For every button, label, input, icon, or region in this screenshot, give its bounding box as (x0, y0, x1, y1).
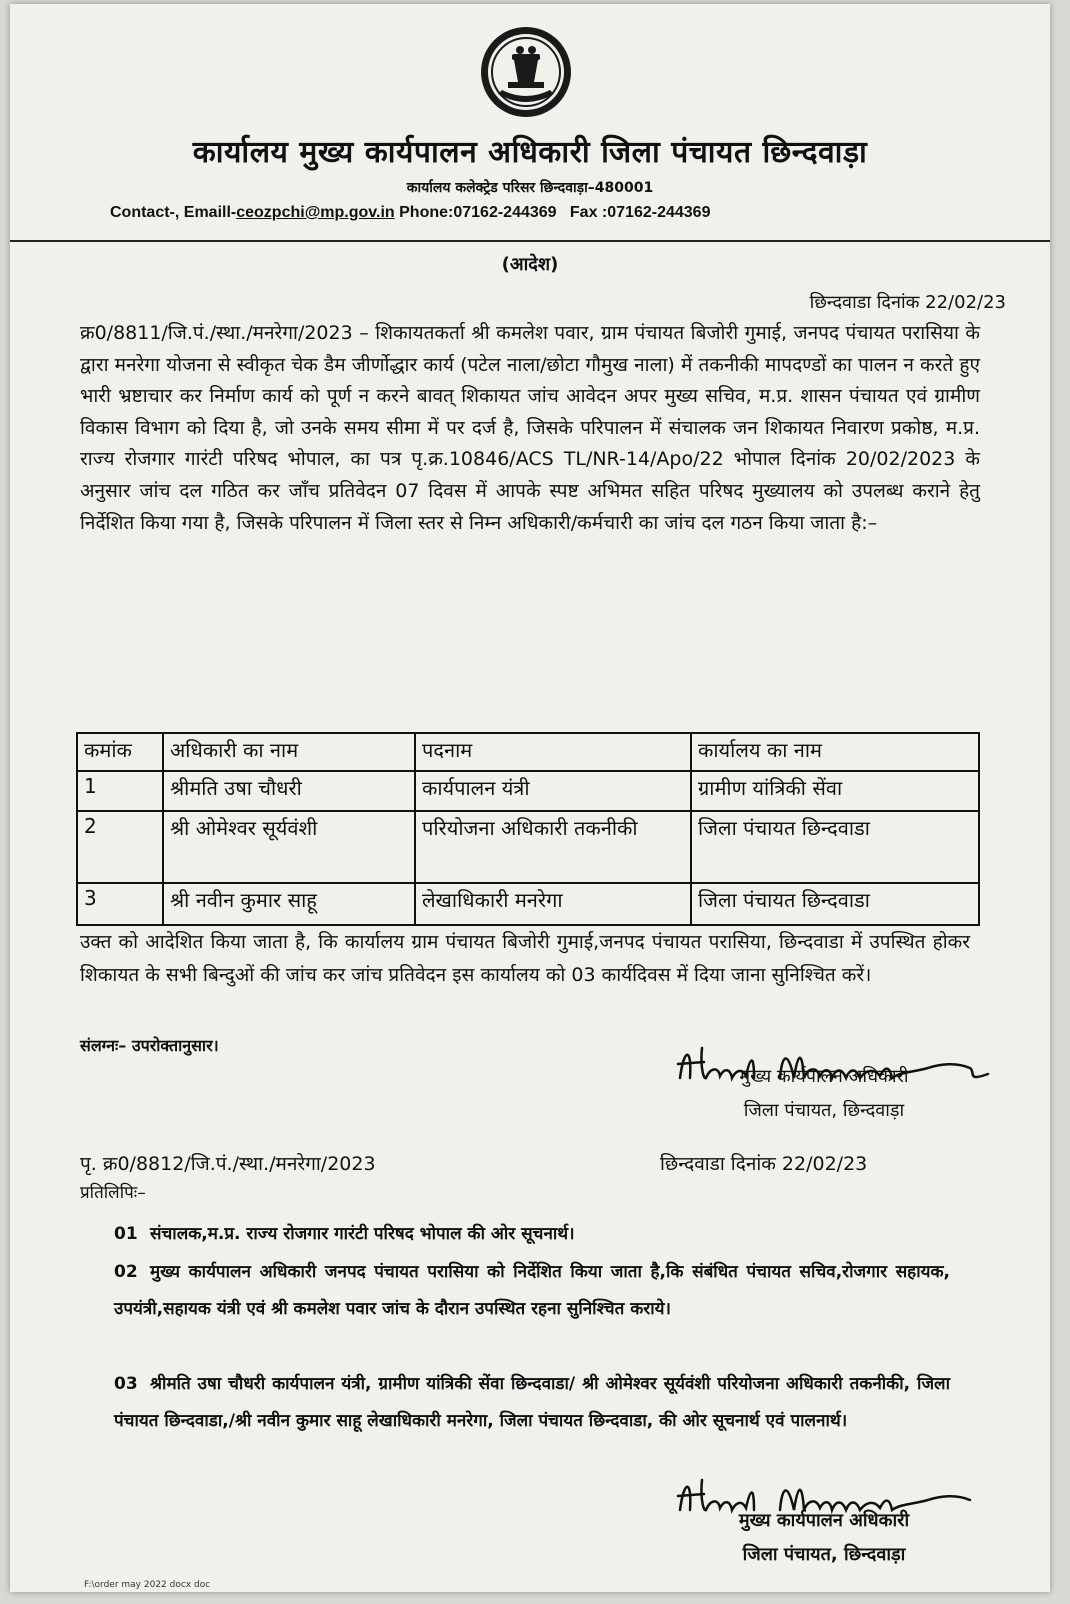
table-cell: लेखाधिकारी मनरेगा (415, 883, 691, 925)
copy-date: छिन्दवाडा दिनांक 22/02/23 (660, 1153, 868, 1175)
table-cell: श्री ओमेश्वर सूर्यवंशी (163, 811, 415, 883)
table-cell: परियोजना अधिकारी तकनीकी (415, 811, 691, 883)
table-cell: ग्रामीण यांत्रिकी सेंवा (691, 771, 979, 811)
table-cell: कार्यपालन यंत्री (415, 771, 691, 811)
signatory-designation: मुख्य कार्यपालन अधिकारी (739, 1066, 909, 1087)
contact-line (110, 204, 710, 222)
table-header-cell: पदनाम (415, 733, 691, 771)
table-row (77, 771, 979, 811)
office-address: कार्यालय कलेक्ट्रेड परिसर छिन्दवाड़ा–480001 (406, 180, 654, 196)
inquiry-team-table (76, 732, 980, 926)
table-cell: 2 (77, 811, 163, 883)
state-emblem-icon (478, 24, 574, 120)
signature-block-2 (674, 1504, 974, 1572)
header-divider (10, 240, 1050, 242)
copy-item-number: 01 (114, 1224, 138, 1244)
table-row (77, 883, 979, 925)
copy-item-text: संचालक,म.प्र. राज्य रोजगार गारंटी परिषद भोपाल की ओर सूचनार्थ। (150, 1224, 575, 1244)
copy-item (114, 1366, 950, 1440)
signatory-office: जिला पंचायत, छिन्दवाड़ा (742, 1544, 906, 1565)
copy-item (114, 1216, 954, 1253)
copy-to-heading: प्रतिलिपिः– (80, 1183, 146, 1203)
copy-reference-number: पृ. क्र0/8812/जि.पं./स्था./मनरेगा/2023 (80, 1153, 376, 1175)
table-header-cell: कार्यालय का नाम (691, 733, 979, 771)
enclosure-note: संलग्नः– उपरोक्तानुसार। (80, 1036, 219, 1055)
document-page (10, 4, 1050, 1592)
order-date: छिन्दवाडा दिनांक 22/02/23 (809, 292, 1006, 313)
copy-item-number: 03 (114, 1374, 138, 1394)
email-link[interactable]: ceozpchi@mp.gov.in (236, 204, 395, 221)
contact-prefix: Contact-, Emaill- (110, 204, 237, 221)
copy-item (114, 1254, 950, 1328)
table-cell: 1 (77, 771, 163, 811)
directive-paragraph: उक्त को आदेशित किया जाता है, कि कार्यालय ग्राम पंचायत बिजोरी गुमाई,जनपद पंचायत परासिया, छिन्दवाडा में उपस्थित होकर शिकायत के सभी बिन्दुओं की जांच कर जांच प्रतिवेदन इस कार्यालय को 03 कार्यदिवस में दिया जाना सुनिश्चित करें। (80, 931, 970, 986)
signatory-designation: मुख्य कार्यपालन अधिकारी (738, 1510, 910, 1531)
copy-item-text: मुख्य कार्यपालन अधिकारी जनपद पंचायत परासिया को निर्देशित किया जाता है,कि संबंधित पंचायत सचिव,रोजगार सहायक, उपयंत्री,सहायक यंत्री एवं श्री कमलेश पवार जांच के दौरान उपस्थित रहना सुनिश्चित कराये। (114, 1262, 950, 1319)
table-cell: जिला पंचायत छिन्दवाडा (691, 811, 979, 883)
copy-item-number: 02 (114, 1262, 138, 1282)
fax-number: Fax :07162-244369 (569, 204, 711, 221)
signature-block-1 (674, 1060, 974, 1128)
office-title: कार्यालय मुख्य कार्यपालन अधिकारी जिला पंचायत छिन्दवाड़ा (192, 135, 868, 170)
table-row (77, 811, 979, 883)
phone-number: Phone:07162-244369 (399, 204, 557, 221)
table-cell: 3 (77, 883, 163, 925)
order-heading: (आदेश) (501, 254, 559, 275)
copy-item-text: श्रीमति उषा चौधरी कार्यपालन यंत्री, ग्रामीण यांत्रिकी सेंवा छिन्दवाडा/ श्री ओमेश्वर सूर्यवंशी परियोजना अधिकारी तकनीकी, जिला पंचायत छिन्दवाडा,/श्री नवीन कुमार साहू लेखाधिकारी मनरेगा, जिला पंचायत छिन्दवाडा, की ओर सूचनार्थ एवं पालनार्थ। (114, 1374, 950, 1431)
file-path-note: F:\order may 2022 docx doc (84, 1580, 211, 1590)
table-cell: श्री नवीन कुमार साहू (163, 883, 415, 925)
table-header-cell: अधिकारी का नाम (163, 733, 415, 771)
table-cell: जिला पंचायत छिन्दवाडा (691, 883, 979, 925)
table-header-cell: कमांक (77, 733, 163, 771)
order-body-paragraph: क्र0/8811/जि.पं./स्था./मनरेगा/2023 – शिकायतकर्ता श्री कमलेश पवार, ग्राम पंचायत बिजोरी गुमाई, जनपद पंचायत परासिया के द्वारा मनरेगा योजना से स्वीकृत चेक डैम जीर्णोद्धार कार्य (पटेल नाला/छोटा गौमुख नाला) में तकनीकी मापदण्डों का पालन न करते हुए भारी भ्रष्टाचार कर निर्माण कार्य को पूर्ण न करने बावत् शिकायत जांच आवेदन अपर मुख्य सचिव, म.प्र. शासन पंचायत एवं ग्रामीण विकास विभाग को दिया है, जो उनके समय सीमा में पर दर्ज है, जिसके परिपालन में संचालक जन शिकायत निवारण प्रकोष्ठ, म.प्र. राज्य रोजगार गारंटी परिषद भोपाल, का पत्र पृ.क्र.10846/ACS TL/NR-14/Apo/22 भोपाल दिनांक 20/02/2023 के अनुसार जांच दल गठित कर जाँच प्रतिवेदन 07 दिवस में आपके स्पष्ट अभिमत सहित परिषद मुख्यालय को उपलब्ध कराने हेतु निर्देशित किया गया है, जिसके परिपालन में जिला स्तर से निम्न अधिकारी/कर्मचारी का जांच दल गठन किया जाता है:– (80, 322, 980, 534)
table-header-row (77, 733, 979, 771)
table-cell: श्रीमति उषा चौधरी (163, 771, 415, 811)
signatory-office: जिला पंचायत, छिन्दवाड़ा (743, 1100, 905, 1121)
